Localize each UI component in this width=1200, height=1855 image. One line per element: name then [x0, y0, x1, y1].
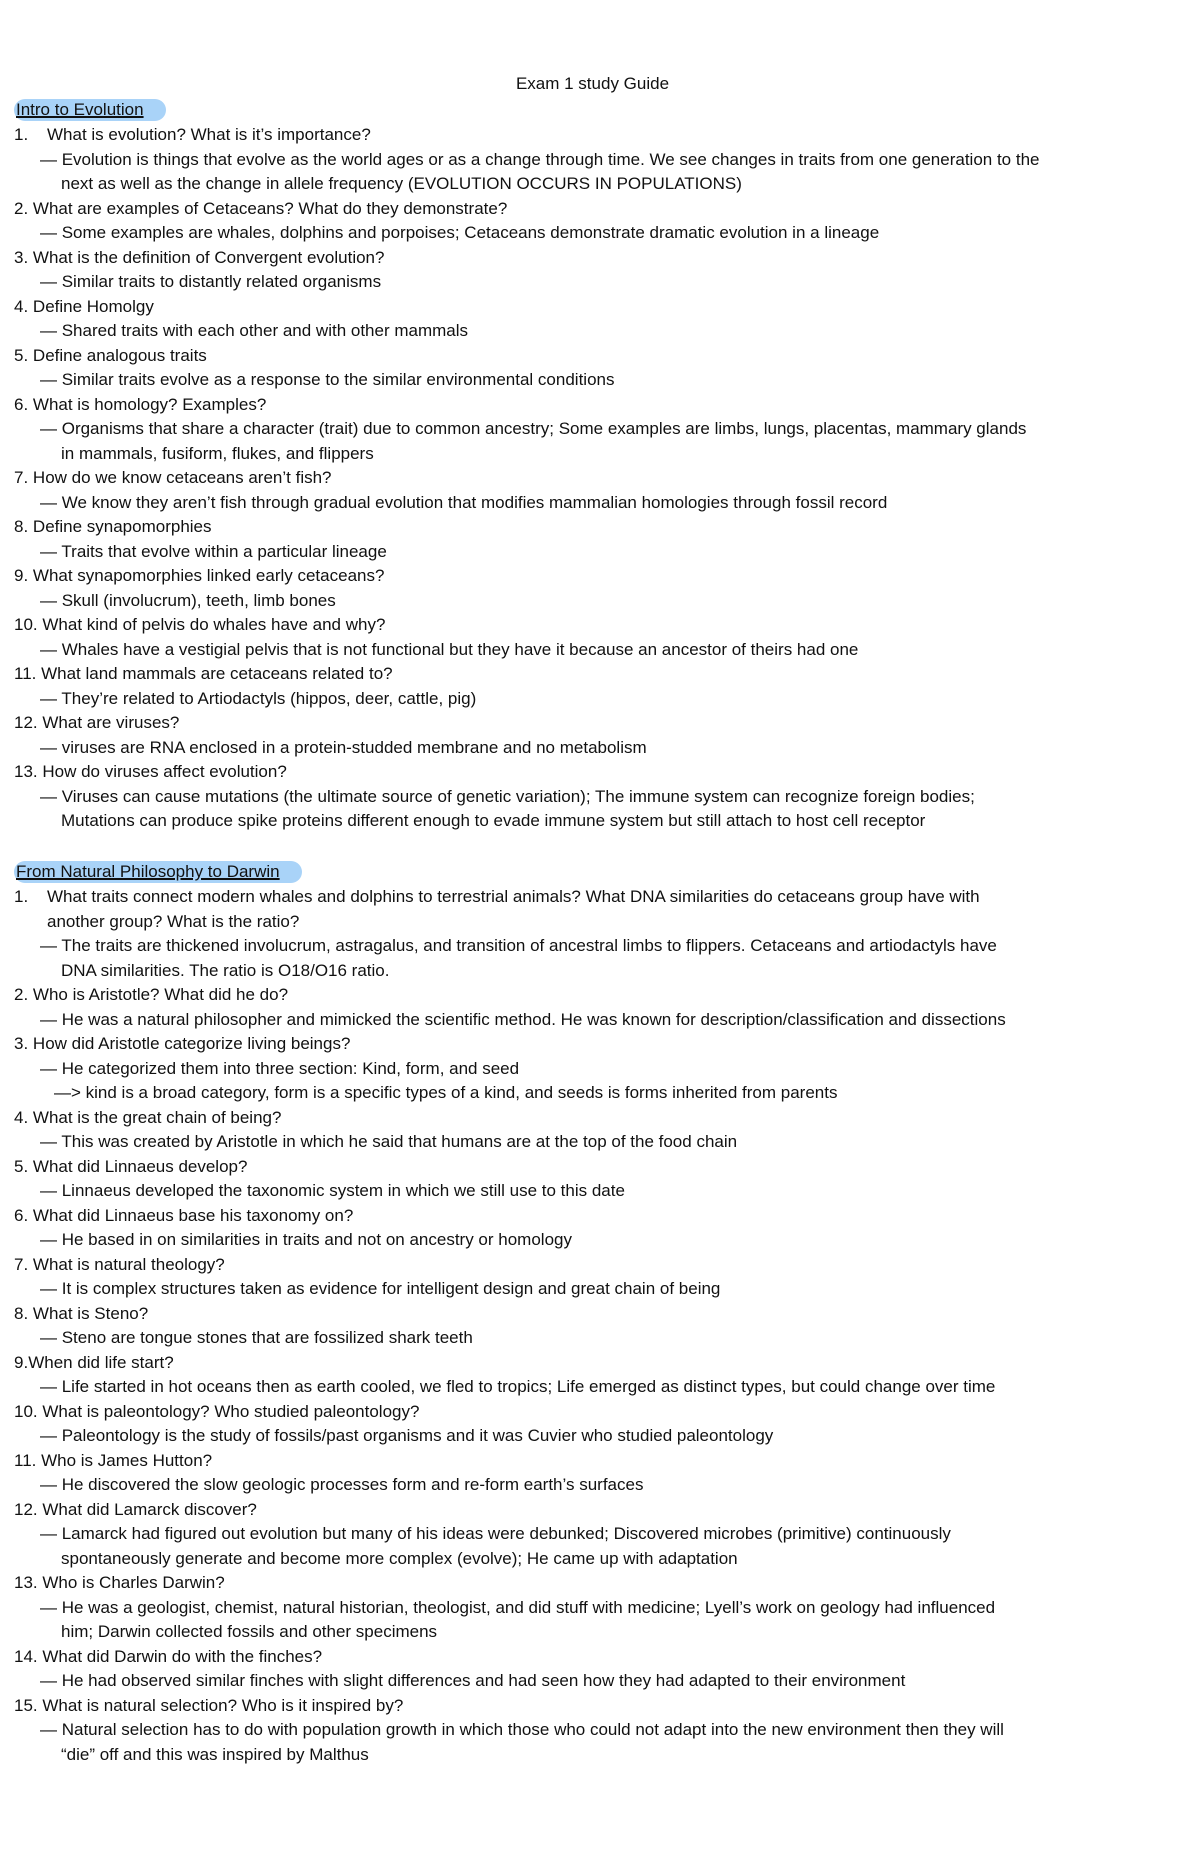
question-number: 2.: [14, 985, 29, 1004]
question-number: 1.: [14, 125, 29, 144]
question-item: [14, 1694, 1194, 1768]
question-line: [14, 1498, 1194, 1523]
question-item: [14, 1302, 1194, 1351]
question-number: 7.: [14, 1254, 29, 1274]
question-number: 7.: [14, 468, 29, 487]
question-number: 6.: [14, 394, 29, 414]
answer-line: — Similar traits evolve as a response to the similar environmental conditions: [40, 370, 615, 389]
answer-line: — He categorized them into three section: Kind, form, and seed: [40, 1058, 520, 1078]
answer-line: — Shared traits with each other and with other mammals: [40, 321, 469, 340]
question-text: Who is Charles Darwin?: [37, 1573, 225, 1592]
question-number: 1.: [14, 887, 29, 906]
question-line: [14, 1253, 1194, 1278]
question-number: 14.: [14, 1646, 38, 1666]
question-line: [14, 1571, 1194, 1596]
question-line: [14, 246, 1194, 271]
section-intro-to-evolution: [14, 99, 1194, 834]
question-line: [14, 613, 1194, 638]
question-item: [14, 564, 1194, 613]
question-item: [14, 1645, 1194, 1694]
question-text: What are examples of Cetaceans? What do they demonstrate?: [28, 198, 508, 218]
answer-line: — He discovered the slow geologic processes form and re-form earth’s surfaces: [40, 1475, 644, 1494]
question-number: 3.: [14, 1034, 29, 1053]
question-text: What did Linnaeus develop?: [28, 1156, 248, 1176]
question-number: 9.: [14, 1352, 29, 1372]
question-text: Who is James Hutton?: [36, 1450, 213, 1470]
question-line: [14, 1302, 1194, 1327]
answer-line: him; Darwin collected fossils and other specimens: [61, 1622, 438, 1641]
question-number: 11.: [14, 1450, 37, 1470]
question-line: [14, 885, 1194, 910]
answer-line: — Viruses can cause mutations (the ultimate source of genetic variation); The immune system can recognize foreign bodies;: [40, 786, 975, 806]
answer-line: — They’re related to Artiodactyls (hippos, deer, cattle, pig): [40, 688, 477, 708]
question-item: [14, 1571, 1194, 1645]
answer-line: — Similar traits to distantly related organisms: [40, 272, 382, 291]
question-item: [14, 197, 1194, 246]
answer-line: — Natural selection has to do with population growth in which those who could not adapt into the new environment then they will: [40, 1720, 1004, 1739]
section-heading: [14, 99, 166, 121]
answer-line: — Organisms that share a character (trait) due to common ancestry; Some examples are limbs, lungs, placentas, mammary glands: [40, 419, 1027, 438]
question-line: [14, 393, 1194, 418]
answer-line: — The traits are thickened involucrum, astragalus, and transition of ancestral limbs to flippers. Cetaceans and artiodactyls have: [40, 936, 997, 955]
question-text: Define analogous traits: [28, 345, 207, 365]
question-number: 10.: [14, 615, 38, 634]
question-item: [14, 1400, 1194, 1449]
question-line: [14, 662, 1194, 687]
question-item: [14, 344, 1194, 393]
answer-subpoint: —> kind is a broad category, form is a specific types of a kind, and seeds is forms inherited from parents: [54, 1083, 838, 1102]
answer-line: — He based in on similarities in traits and not on ancestry or homology: [40, 1230, 572, 1249]
question-number: 13.: [14, 762, 38, 781]
question-number: 6.: [14, 1205, 29, 1225]
question-number: 10.: [14, 1401, 38, 1421]
answer-line: — Linnaeus developed the taxonomic system in which we still use to this date: [40, 1181, 625, 1200]
question-text: What synapomorphies linked early cetaceans?: [28, 566, 385, 585]
question-line: [14, 295, 1194, 320]
question-text: What traits connect modern whales and dolphins to terrestrial animals? What DNA similarities do cetaceans group have with: [47, 887, 980, 906]
question-line: [14, 1400, 1194, 1425]
answer-line: next as well as the change in allele frequency (EVOLUTION OCCURS IN POPULATIONS): [61, 174, 742, 193]
section-heading-text: Intro to Evolution: [16, 100, 144, 119]
answer-line: — Some examples are whales, dolphins and porpoises; Cetaceans demonstrate dramatic evolution in a lineage: [40, 223, 880, 242]
question-line: [14, 1106, 1194, 1131]
answer-line: — He was a natural philosopher and mimicked the scientific method. He was known for description/classification and dissections: [40, 1009, 1006, 1029]
question-item: [14, 246, 1194, 295]
question-text: What is homology? Examples?: [28, 394, 267, 414]
answer-line: — He was a geologist, chemist, natural historian, theologist, and did stuff with medicine; Lyell’s work on geology had influenced: [40, 1597, 996, 1617]
question-text: What is the great chain of being?: [28, 1107, 282, 1127]
question-text: What is the definition of Convergent evolution?: [28, 247, 385, 267]
section-heading-text: From Natural Philosophy to Darwin: [16, 862, 280, 881]
question-text: What kind of pelvis do whales have and why?: [37, 615, 386, 634]
question-line: [14, 1449, 1194, 1474]
question-number: 5.: [14, 345, 29, 365]
question-line: [14, 1204, 1194, 1229]
answer-line: “die” off and this was inspired by Malthus: [61, 1744, 369, 1764]
answer-line: — It is complex structures taken as evidence for intelligent design and great chain of being: [40, 1279, 721, 1298]
question-item: [14, 885, 1194, 983]
question-item: [14, 1449, 1194, 1498]
question-text: What is natural theology?: [28, 1254, 225, 1274]
question-line: [14, 197, 1194, 222]
question-item: [14, 662, 1194, 711]
question-line: [14, 711, 1194, 736]
question-item: [14, 1106, 1194, 1155]
question-line: [14, 983, 1194, 1008]
question-text: What did Darwin do with the finches?: [37, 1646, 323, 1666]
question-item: [14, 1155, 1194, 1204]
question-number: 4.: [14, 296, 29, 316]
question-line: [14, 1351, 1194, 1376]
question-item: [14, 123, 1194, 197]
question-number: 11.: [14, 664, 37, 683]
question-text: Define synapomorphies: [28, 517, 212, 536]
answer-line: — Lamarck had figured out evolution but many of his ideas were debunked; Discovered microbes (primitive) continuously: [40, 1524, 951, 1543]
question-line: [14, 564, 1194, 589]
question-line: [14, 466, 1194, 491]
question-text: What are viruses?: [37, 713, 180, 732]
question-text: What is evolution? What is it’s importance?: [47, 125, 371, 144]
question-number: 8.: [14, 1303, 29, 1323]
question-line: [14, 123, 1194, 148]
question-item: [14, 1253, 1194, 1302]
answer-line: — We know they aren’t fish through gradual evolution that modifies mammalian homologies through fossil record: [40, 492, 888, 512]
question-number: 12.: [14, 713, 38, 732]
question-item: [14, 711, 1194, 760]
question-line: [14, 1694, 1194, 1719]
question-item: [14, 393, 1194, 467]
question-text: What did Lamarck discover?: [37, 1499, 257, 1519]
question-item: [14, 613, 1194, 662]
answer-line: in mammals, fusiform, flukes, and flippers: [61, 443, 374, 463]
answer-line: — Paleontology is the study of fossils/past organisms and it was Cuvier who studied paleontology: [40, 1426, 774, 1445]
question-line: [14, 1032, 1194, 1057]
question-item: [14, 466, 1194, 515]
question-text: When did life start?: [28, 1352, 174, 1372]
question-number: 9.: [14, 566, 29, 585]
question-number: 2.: [14, 198, 29, 218]
question-text: What is Steno?: [28, 1303, 149, 1323]
question-text: What is paleontology? Who studied paleontology?: [37, 1401, 420, 1421]
question-text: Define Homolgy: [28, 296, 154, 316]
question-item: [14, 1351, 1194, 1400]
question-number: 3.: [14, 247, 29, 267]
question-item: [14, 760, 1194, 834]
question-text: What land mammals are cetaceans related to?: [36, 664, 393, 683]
answer-line: DNA similarities. The ratio is O18/O16 ratio.: [61, 960, 390, 980]
question-text: How did Aristotle categorize living beings?: [28, 1034, 351, 1053]
question-line: [14, 760, 1194, 785]
question-text: How do we know cetaceans aren’t fish?: [28, 468, 332, 487]
question-line: [14, 1645, 1194, 1670]
question-line: [14, 515, 1194, 540]
question-line: [14, 344, 1194, 369]
question-number: 12.: [14, 1499, 38, 1519]
answer-line: — Whales have a vestigial pelvis that is not functional but they have it because an ancestor of theirs had one: [40, 639, 859, 659]
question-number: 8.: [14, 517, 29, 536]
question-item: [14, 1498, 1194, 1572]
question-text: Who is Aristotle? What did he do?: [28, 985, 289, 1004]
question-item: [14, 295, 1194, 344]
question-number: 15.: [14, 1695, 38, 1715]
question-line: [14, 1155, 1194, 1180]
answer-line: — Evolution is things that evolve as the world ages or as a change through time. We see changes in traits from one generation to the: [40, 149, 1040, 169]
question-text: How do viruses affect evolution?: [37, 762, 287, 781]
question-text: What did Linnaeus base his taxonomy on?: [28, 1205, 354, 1225]
answer-line: — This was created by Aristotle in which he said that humans are at the top of the food chain: [40, 1132, 738, 1151]
answer-line: — viruses are RNA enclosed in a protein-studded membrane and no metabolism: [40, 737, 647, 757]
question-item: [14, 1204, 1194, 1253]
section-natural-philosophy-to-darwin: [14, 861, 1194, 1767]
question-number: 5.: [14, 1156, 29, 1176]
question-number: 4.: [14, 1107, 29, 1127]
question-text: What is natural selection? Who is it inspired by?: [37, 1695, 404, 1715]
answer-line: — Skull (involucrum), teeth, limb bones: [40, 590, 336, 610]
answer-line: — Steno are tongue stones that are fossilized shark teeth: [40, 1328, 473, 1347]
question-item: [14, 1032, 1194, 1106]
document-title: Exam 1 study Guide: [515, 74, 670, 93]
answer-line: spontaneously generate and become more complex (evolve); He came up with adaptation: [61, 1548, 738, 1568]
question-line-continued: another group? What is the ratio?: [47, 911, 300, 931]
answer-line: Mutations can produce spike proteins different enough to evade immune system but still attach to host cell receptor: [61, 811, 926, 830]
answer-line: — He had observed similar finches with slight differences and had seen how they had adapted to their environment: [40, 1671, 906, 1690]
question-item: [14, 515, 1194, 564]
question-number: 13.: [14, 1573, 38, 1592]
section-heading: [14, 861, 302, 883]
answer-line: — Life started in hot oceans then as earth cooled, we fled to tropics; Life emerged as distinct types, but could change over time: [40, 1377, 996, 1396]
answer-line: — Traits that evolve within a particular lineage: [40, 541, 387, 561]
question-item: [14, 983, 1194, 1032]
